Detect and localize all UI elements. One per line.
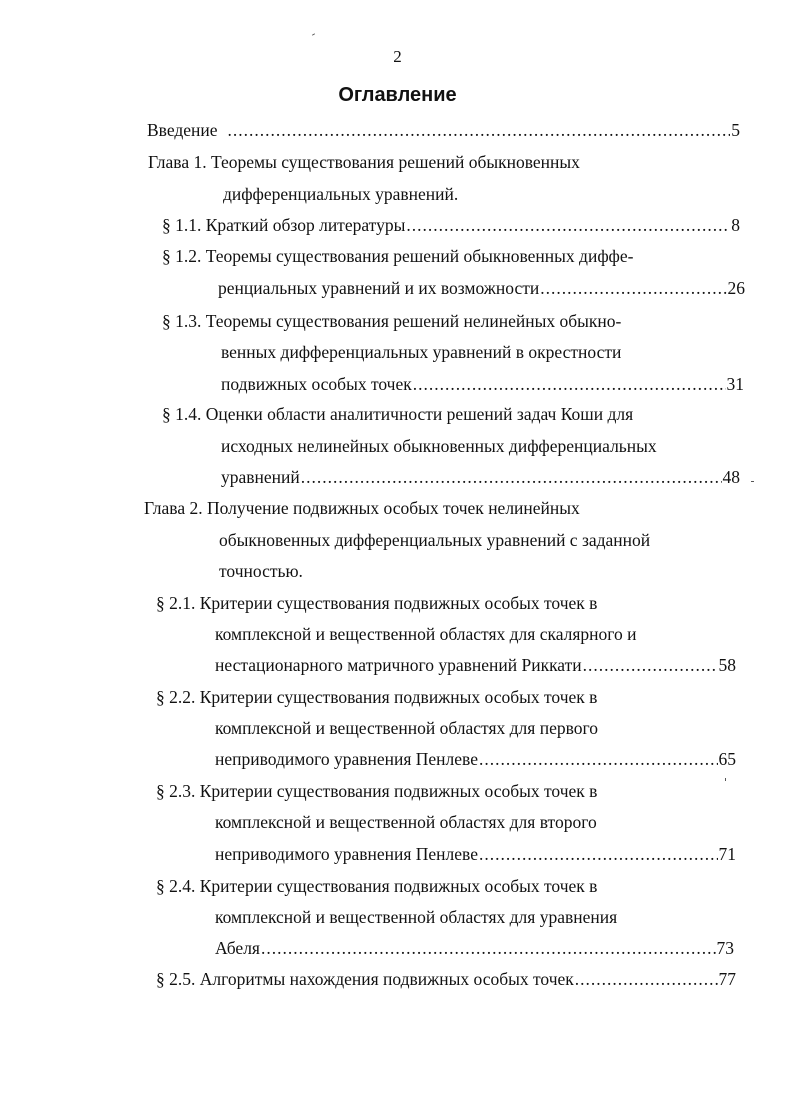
scan-speck [312,33,315,35]
chapter-1-heading-cont: дифференциальных уравнений. [223,184,459,204]
scan-speck [725,778,726,781]
toc-entry-intro[interactable] [147,119,740,141]
dot-leader [583,654,718,676]
dot-leader [406,214,730,236]
toc-entry-2-2-line1[interactable]: § 2.2. Критерии существования подвижных особых точек в [156,687,598,707]
toc-entry-1-1[interactable] [162,214,740,236]
toc-entry-1-3-line1[interactable]: § 1.3. Теоремы существования решений нелинейных обыкно- [162,311,622,331]
toc-entry-label: § 1.1. Краткий обзор литературы [162,215,406,235]
toc-page-number: 48 [722,467,740,487]
toc-entry-1-3-line2: венных дифференциальных уравнений в окрестности [221,342,622,362]
dot-leader [228,119,731,141]
toc-entry-label: неприводимого уравнения Пенлеве [215,749,478,769]
dot-leader [261,937,716,959]
toc-entry-2-4-line1[interactable]: § 2.4. Критерии существования подвижных особых точек в [156,876,598,896]
toc-entry-1-4[interactable] [221,466,740,488]
chapter-2-heading[interactable]: Глава 2. Получение подвижных особых точек нелинейных [144,498,580,518]
toc-entry-1-2-line1[interactable]: § 1.2. Теоремы существования решений обыкновенных диффе- [162,246,634,266]
toc-entry-2-3-line1[interactable]: § 2.3. Критерии существования подвижных особых точек в [156,781,598,801]
toc-entry-2-4[interactable] [215,937,734,959]
toc-entry-2-5[interactable] [156,968,736,990]
toc-page-number: 8 [731,215,740,235]
chapter-2-heading-cont1: обыкновенных дифференциальных уравнений с заданной [219,530,651,550]
page-title: Оглавление [338,84,457,106]
toc-page-number: 5 [731,120,740,140]
dot-leader [413,373,726,395]
toc-page-number: 77 [718,969,736,989]
toc-entry-2-3[interactable] [215,843,736,865]
toc-entry-label: ренциальных уравнений и их возможности [218,278,540,298]
dot-leader [301,466,722,488]
dot-leader [540,277,726,299]
dot-leader [479,843,718,865]
toc-page-number: 26 [727,278,745,298]
toc-page-number: 71 [718,844,736,864]
toc-entry-2-1[interactable] [215,654,736,676]
chapter-2-heading-cont2: точностью. [219,561,303,581]
toc-entry-1-3[interactable] [221,373,744,395]
toc-entry-label: § 2.5. Алгоритмы нахождения подвижных особых точек [156,969,574,989]
toc-entry-label: подвижных особых точек [221,374,412,394]
dot-leader [575,968,718,990]
toc-entry-1-2[interactable] [218,277,745,299]
toc-entry-1-4-line1[interactable]: § 1.4. Оценки области аналитичности решений задач Коши для [162,404,634,424]
chapter-1-heading[interactable]: Глава 1. Теоремы существования решений обыкновенных [148,152,580,172]
toc-page-number: 58 [718,655,736,675]
toc-entry-2-1-line2: комплексной и вещественной областях для скалярного и [215,624,637,644]
toc-entry-2-3-line2: комплексной и вещественной областях для второго [215,812,597,832]
scan-speck [751,481,754,482]
toc-entry-label: Абеля [215,938,260,958]
toc-page-number: 31 [726,374,744,394]
toc-entry-label: неприводимого уравнения Пенлеве [215,844,478,864]
dot-leader [479,748,718,770]
toc-entry-label: Введение [147,120,218,140]
toc-entry-label: уравнений [221,467,300,487]
toc-entry-1-4-line2: исходных нелинейных обыкновенных дифференциальных [221,436,657,456]
page-number: 2 [393,47,402,66]
toc-page-number: 73 [716,938,734,958]
toc-entry-2-1-line1[interactable]: § 2.1. Критерии существования подвижных особых точек в [156,593,598,613]
toc-entry-2-2[interactable] [215,748,736,770]
toc-entry-label: нестационарного матричного уравнений Риккати [215,655,582,675]
toc-entry-2-4-line2: комплексной и вещественной областях для уравнения [215,907,618,927]
toc-entry-2-2-line2: комплексной и вещественной областях для первого [215,718,598,738]
toc-page-number: 65 [718,749,736,769]
